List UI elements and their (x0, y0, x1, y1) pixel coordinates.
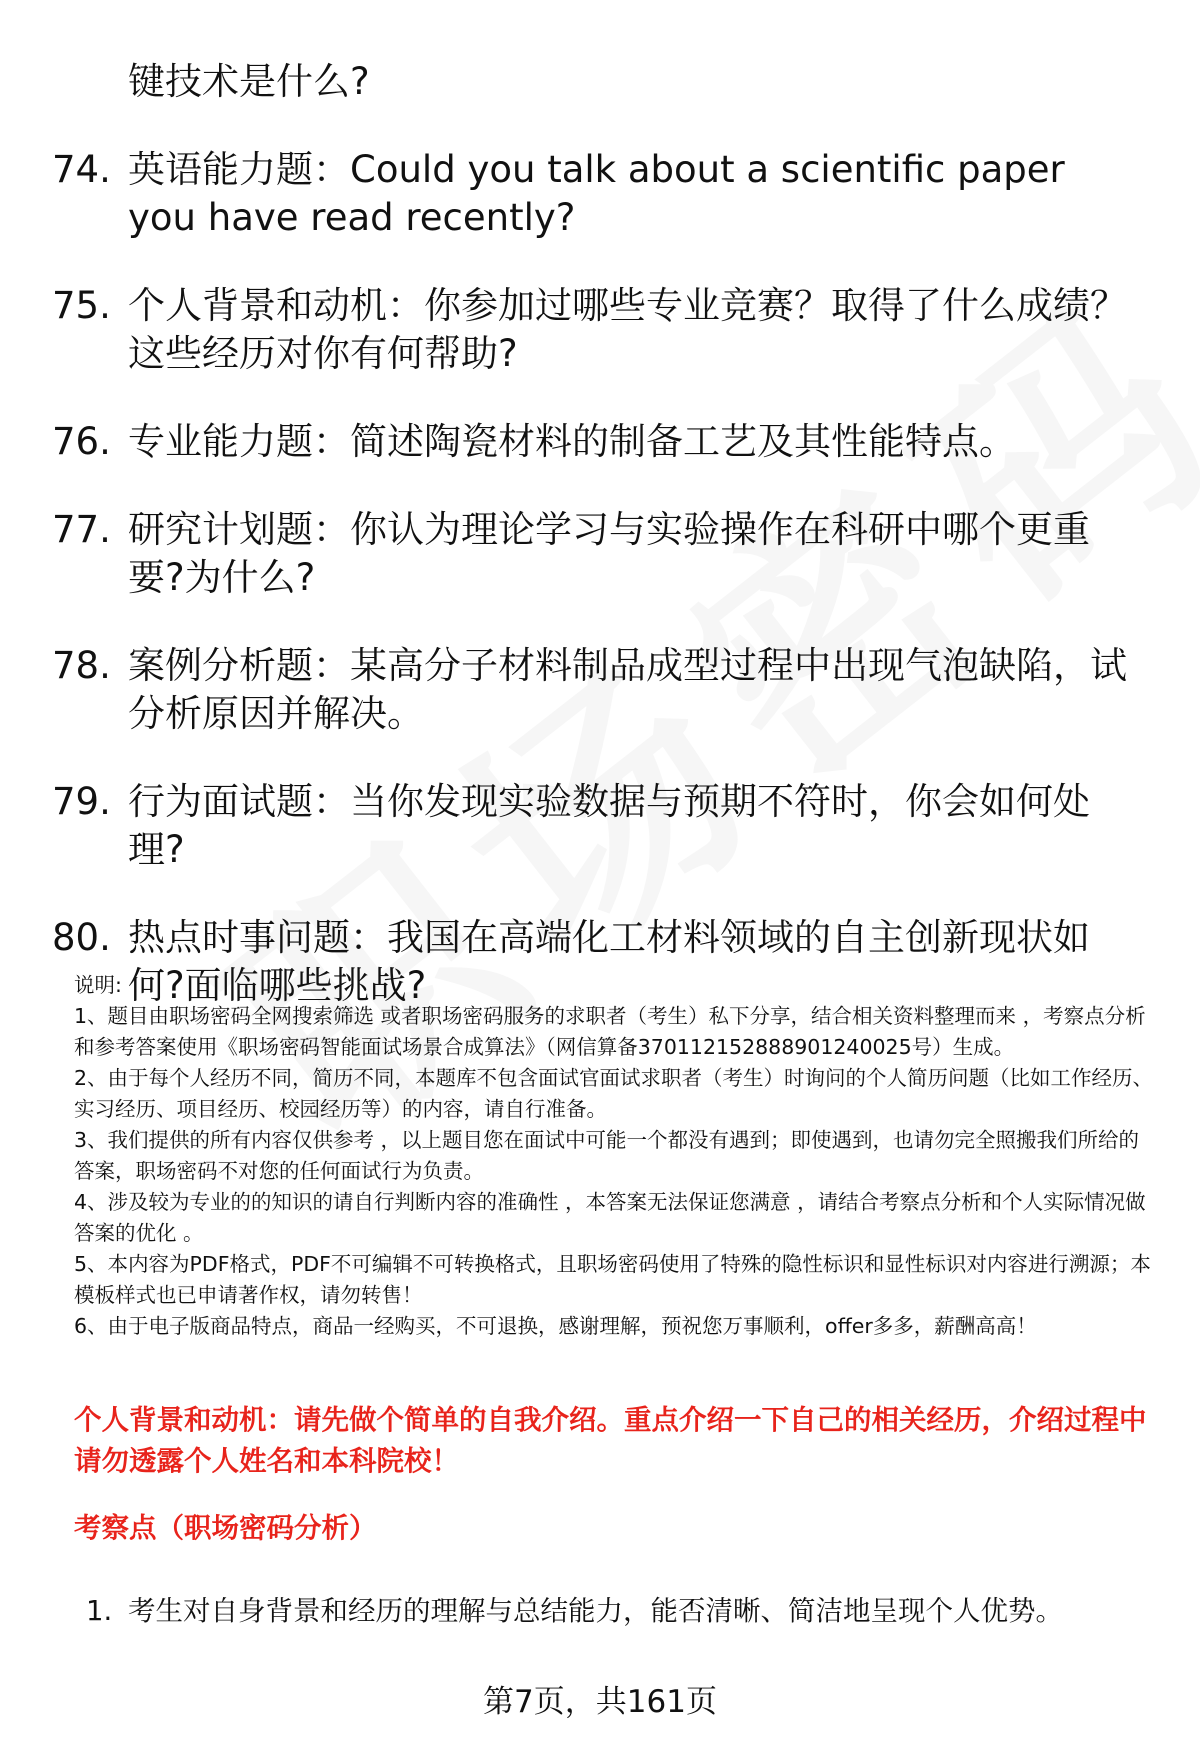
question-item (52, 506, 1152, 602)
question-item (52, 642, 1152, 738)
question-number (52, 58, 128, 106)
question-number: 76. (52, 420, 111, 463)
question-text: 热点时事问题：我国在高端化工材料领域的自主创新现状如何?面临哪些挑战? (128, 916, 1090, 1007)
question-number: 78. (52, 644, 111, 687)
note-item: 2、由于每个人经历不同，简历不同，本题库不包含面试官面试求职者（考生）时询问的个人简历问题（比如工作经历、实习经历、项目经历、校园经历等）的内容，请自行准备。 (74, 1066, 1154, 1121)
question-number: 77. (52, 508, 111, 551)
question-number: 75. (52, 284, 111, 327)
question-list (52, 58, 1152, 1050)
page-footer: 第7页，共161页 (483, 1684, 717, 1720)
note-item: 5、本内容为PDF格式，PDF不可编辑不可转换格式，且职场密码使用了特殊的隐性标识和显性标识对内容进行溯源；本模板样式也已申请著作权，请勿转售！ (74, 1252, 1151, 1307)
note-item: 4、涉及较为专业的的知识的请自行判断内容的准确性 ，本答案无法保证您满意 ，请结合考察点分析和个人实际情况做答案的优化 。 (74, 1190, 1146, 1245)
question-item (52, 146, 1152, 242)
question-item (52, 418, 1152, 466)
note-item: 3、我们提供的所有内容仅供参考 ，以上题目您在面试中可能一个都没有遇到；即使遇到，也请勿完全照搬我们所给的答案，职场密码不对您的任何面试行为负责。 (74, 1128, 1140, 1183)
question-item (52, 282, 1152, 378)
question-item (52, 58, 1152, 106)
note-item: 6、由于电子版商品特点，商品一经购买，不可退换，感谢理解，预祝您万事顺利，offer多多，薪酬高高！ (74, 1314, 1037, 1338)
point-text: 考生对自身背景和经历的理解与总结能力，能否清晰、简洁地呈现个人优势。 (128, 1595, 1063, 1627)
section-heading: 考察点（职场密码分析） (74, 1512, 377, 1544)
question-text: 键技术是什么? (128, 60, 370, 103)
question-number: 79. (52, 780, 111, 823)
question-text: 案例分析题：某高分子材料制品成型过程中出现气泡缺陷，试分析原因并解决。 (128, 644, 1127, 735)
question-text: 英语能力题：Could you talk about a scientific paper you have read recently? (128, 148, 1065, 239)
question-number: 74. (52, 148, 111, 191)
notes-title: 说明: (74, 973, 122, 997)
analysis-point (86, 1591, 1166, 1631)
question-number: 80. (52, 916, 111, 959)
point-number: 1. (86, 1595, 113, 1627)
question-text: 行为面试题：当你发现实验数据与预期不符时，你会如何处理? (128, 780, 1090, 871)
question-text: 研究计划题：你认为理论学习与实验操作在科研中哪个更重要?为什么? (128, 508, 1090, 599)
question-text: 个人背景和动机：你参加过哪些专业竞赛？取得了什么成绩？这些经历对你有何帮助? (128, 284, 1127, 375)
note-item: 1、题目由职场密码全网搜索筛选 或者职场密码服务的求职者（考生）私下分享，结合相关资料整理而来 ，考察点分析和参考答案使用《职场密码智能面试场景合成算法》（网信算备370112152888901240025号）生成。 (74, 1004, 1146, 1059)
highlight-question: 个人背景和动机：请先做个简单的自我介绍。重点介绍一下自己的相关经历，介绍过程中请勿透露个人姓名和本科院校！ (74, 1404, 1147, 1477)
question-item (52, 778, 1152, 874)
notes-section (74, 970, 1154, 1342)
question-text: 专业能力题：简述陶瓷材料的制备工艺及其性能特点。 (128, 420, 1016, 463)
